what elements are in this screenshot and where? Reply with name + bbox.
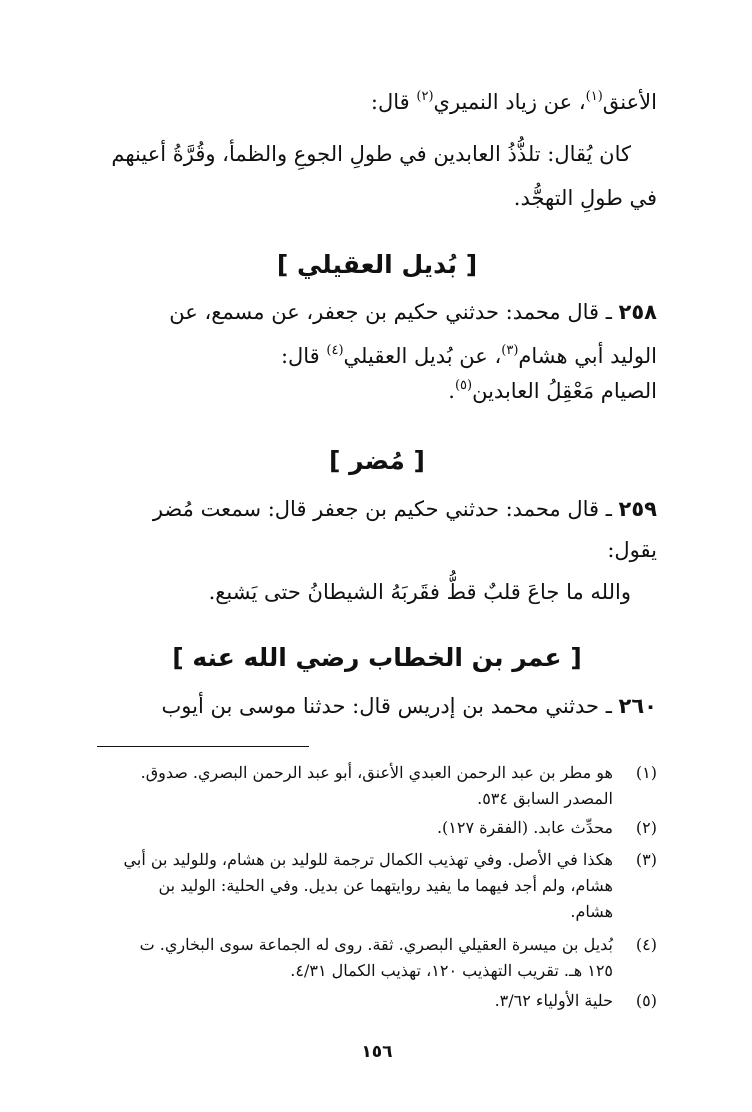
text-segment: قال: bbox=[370, 90, 417, 114]
footnote-line: بُديل بن ميسرة العقيلي البصري. ثقة. روى له الجماعة سوى البخاري. ت bbox=[139, 935, 613, 954]
entry-number: ٢٥٩ bbox=[618, 497, 657, 521]
footnote-marker: (٢) bbox=[635, 818, 657, 837]
footnote-marker: (٣) bbox=[635, 850, 657, 869]
footnote-marker: (٤) bbox=[635, 935, 657, 954]
footnote-text bbox=[97, 760, 613, 812]
entry-number: ٢٥٨ bbox=[618, 300, 657, 324]
section-heading: [ عمر بن الخطاب رضي الله عنه ] bbox=[172, 643, 582, 672]
footnote bbox=[97, 815, 657, 841]
entry-first-line bbox=[97, 491, 657, 527]
section-heading: [ مُضر ] bbox=[329, 446, 425, 475]
footnote-line: هشام، ولم أجد فيهما ما يفيد روايتهما عن بديل. وفي الحلية: الوليد بن bbox=[158, 876, 613, 895]
footnote-ref: (١) bbox=[585, 89, 603, 104]
entry-number: ٢٦٠ bbox=[618, 694, 657, 718]
footnote-ref: (٥) bbox=[454, 378, 473, 393]
footnote-line: محدِّث عابد. (الفقرة ١٢٧). bbox=[436, 818, 613, 837]
footnote-line: حلية الأولياء ٣/٦٢. bbox=[494, 991, 613, 1010]
text-line: يقول: bbox=[607, 538, 657, 562]
entry-first-line bbox=[97, 688, 657, 724]
quote-line: والله ما جاعَ قلبٌ قطُّ فقَربَهُ الشيطانُ حتى يَشبع. bbox=[208, 580, 631, 604]
text-segment: الصيام مَعْقِلُ العابدين bbox=[472, 379, 657, 403]
text-segment: الأعنق bbox=[602, 90, 657, 114]
section-heading: [ بُديل العقيلي ] bbox=[276, 250, 478, 279]
footnote-text bbox=[97, 815, 613, 841]
text-segment: ، عن زياد النميري bbox=[433, 90, 586, 114]
text-line bbox=[97, 84, 657, 120]
text-line bbox=[97, 338, 657, 374]
footnote bbox=[97, 932, 657, 984]
text-line: كان يُقال: تلذُّذُ العابدين في طولِ الجوعِ والظمأ، وقُرَّةُ أعينهم bbox=[111, 142, 631, 166]
footnote-line: هشام. bbox=[570, 902, 613, 921]
footnote-text bbox=[97, 847, 613, 925]
footnote-ref: (٣) bbox=[501, 343, 519, 358]
entry-first-line bbox=[97, 294, 657, 330]
footnote-line: هو مطر بن عبد الرحمن العبدي الأعنق، أبو عبد الرحمن البصري. صدوق. bbox=[140, 763, 613, 782]
footnote-separator bbox=[97, 746, 309, 747]
text-segment: . bbox=[448, 379, 455, 403]
text-segment: ـ قال محمد: حدثني حكيم بن جعفر قال: سمعت مُضر bbox=[152, 497, 612, 521]
footnote-line: ١٢٥ هـ. تقريب التهذيب ١٢٠، تهذيب الكمال ٤/٣١. bbox=[290, 961, 613, 980]
footnote-text bbox=[97, 988, 613, 1014]
footnote-marker: (٥) bbox=[635, 991, 657, 1010]
footnote-ref: (٤) bbox=[326, 343, 344, 358]
quote-line bbox=[97, 373, 657, 409]
footnote bbox=[97, 847, 657, 925]
footnote-line: المصدر السابق ٥٣٤. bbox=[477, 789, 613, 808]
footnote-text bbox=[97, 932, 613, 984]
text-segment: ، عن بُديل العقيلي bbox=[343, 344, 502, 368]
book-page bbox=[97, 0, 657, 1112]
footnote-marker: (١) bbox=[635, 763, 657, 782]
text-segment: الوليد أبي هشام bbox=[518, 344, 657, 368]
footnote bbox=[97, 988, 657, 1014]
text-line: في طولِ التهجُّد. bbox=[513, 186, 657, 210]
text-segment: قال: bbox=[280, 344, 327, 368]
text-segment: ـ حدثني محمد بن إدريس قال: حدثنا موسى بن أيوب bbox=[161, 694, 612, 718]
page-number: ١٥٦ bbox=[361, 1042, 393, 1062]
footnote-line: هكذا في الأصل. وفي تهذيب الكمال ترجمة للوليد بن هشام، وللوليد بن أبي bbox=[123, 850, 613, 869]
text-segment: ـ قال محمد: حدثني حكيم بن جعفر، عن مسمع، عن bbox=[169, 300, 612, 324]
footnote bbox=[97, 760, 657, 812]
footnote-ref: (٢) bbox=[416, 89, 434, 104]
